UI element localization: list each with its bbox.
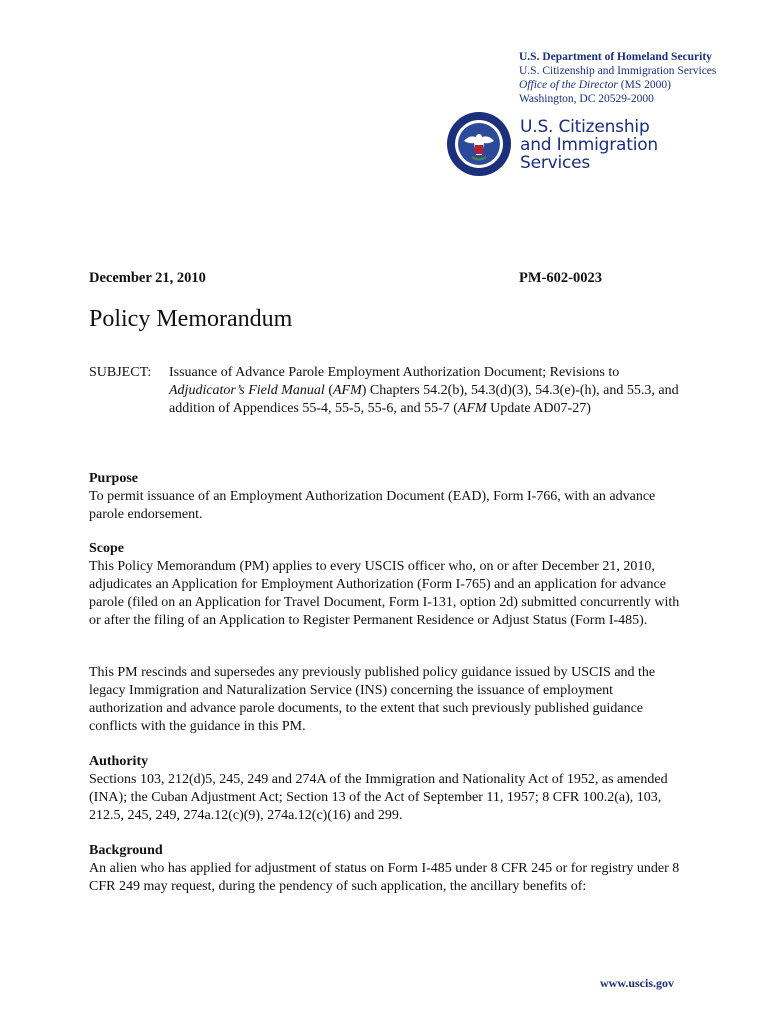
authority-section <box>89 753 689 825</box>
scope-text-1: This Policy Memorandum (PM) applies to every USCIS officer who, on or after December 21, 2010, adjudicates an Application for Employment Authorization (Form I-765) and an application for advance parole (filed on an Application for Travel Document, Form I-131, option 2d) submitted concurrently with or after the filing of an Application to Register Permanent Residence or Adjust Status (Form I-485). <box>89 559 680 628</box>
logo-line-1: U.S. Citizenship <box>520 117 650 137</box>
page-title: Policy Memorandum <box>89 306 293 332</box>
subject-text <box>169 364 679 418</box>
subject-afm-abbr-2: AFM <box>457 401 487 416</box>
scope-heading: Scope <box>89 541 124 556</box>
letterhead-address <box>519 50 716 106</box>
subject-part-1: Issuance of Advance Parole Employment Authorization Document; Revisions to <box>169 365 620 380</box>
office-name: Office of the Director <box>519 79 618 91</box>
background-section <box>89 842 689 896</box>
purpose-section <box>89 470 689 524</box>
office-suffix: (MS 2000) <box>617 79 671 91</box>
memo-date: December 21, 2010 <box>89 270 206 286</box>
memo-number: PM-602-0023 <box>519 270 602 286</box>
scope-section <box>89 540 689 630</box>
dept-name: U.S. Department of Homeland Security <box>519 51 712 63</box>
scope-text-2: This PM rescinds and supersedes any previously published policy guidance issued by USCIS and the legacy Immigration and Naturalization Service (INS) concerning the issuance of employment authorization and advance parole documents, to the extent that such previously published guidance conflicts with the guidance in this PM. <box>89 665 656 734</box>
subject-label: SUBJECT: <box>89 365 152 380</box>
subject-afm-abbr: AFM <box>332 383 362 398</box>
subject-part-3: Update AD07-27) <box>486 401 591 416</box>
subject-paren: ( <box>324 383 333 398</box>
purpose-heading: Purpose <box>89 471 138 486</box>
subject-block <box>89 364 679 418</box>
subject-afm-title: Adjudicator’s Field Manual <box>169 383 325 398</box>
purpose-text: To permit issuance of an Employment Authorization Document (EAD), Form I-766, with an advance parole endorsement. <box>89 489 656 522</box>
logo-line-2: and Immigration <box>520 135 659 155</box>
background-heading: Background <box>89 843 163 858</box>
footer-url[interactable]: www.uscis.gov <box>600 976 675 990</box>
authority-text: Sections 103, 212(d)5, 245, 249 and 274A of the Immigration and Nationality Act of 1952, as amended (INA); the Cuban Adjustment Act; Section 13 of the Act of September 11, 1957; 8 CFR 100.2(a), 103, 212.5, 245, 249, 274a.12(c)(9), 274a.12(c)(16) and 299. <box>89 772 668 823</box>
scope-continued <box>89 664 689 736</box>
subject-part-2: ) Chapters 54.2(b), 54.3(d)(3), 54.3(e)-(h), and 55.3, and addition of Appendices 55-4, 55-5, 55-6, and 55-7 ( <box>169 383 679 416</box>
mailing-address: Washington, DC 20529-2000 <box>519 93 654 105</box>
background-text: An alien who has applied for adjustment of status on Form I-485 under 8 CFR 245 or for registry under 8 CFR 249 may request, during the pendency of such application, the ancillary benefits of: <box>89 861 680 894</box>
logo-line-3: Services <box>520 153 591 173</box>
dhs-seal-icon <box>446 111 512 177</box>
authority-heading: Authority <box>89 754 149 769</box>
agency-line: U.S. Citizenship and Immigration Services <box>519 65 717 77</box>
agency-logo-text <box>520 118 658 172</box>
office-line <box>519 78 716 92</box>
